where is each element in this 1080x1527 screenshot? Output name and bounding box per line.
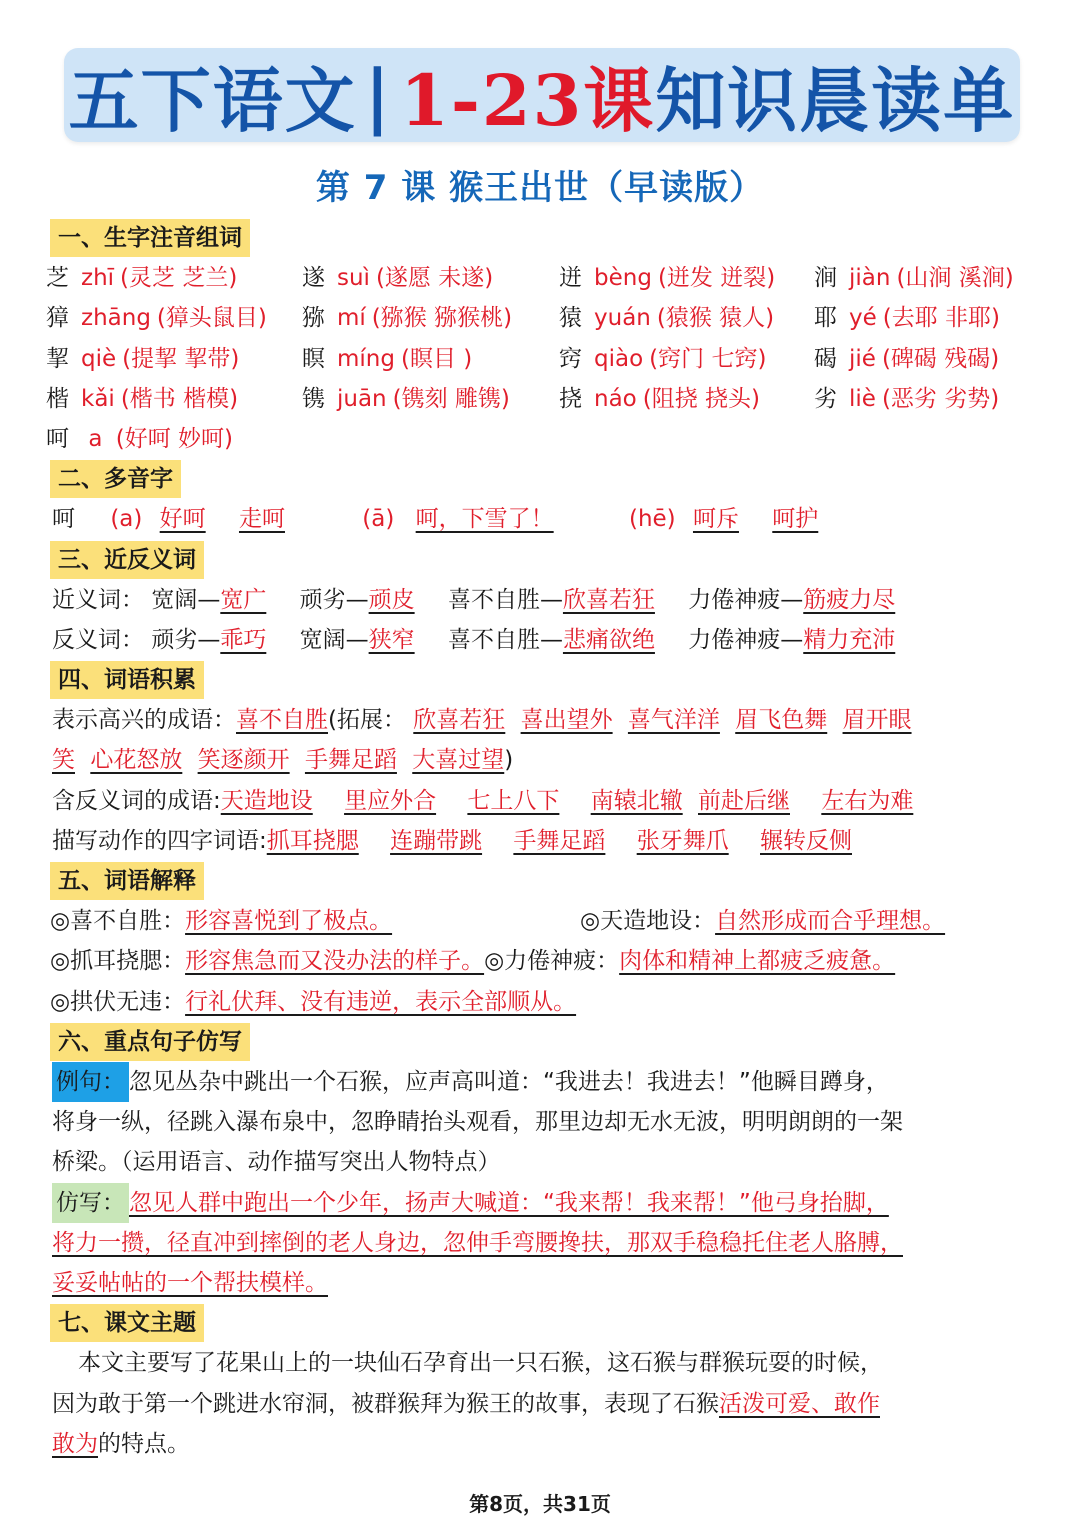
happy-idioms-label: 表示高兴的成语： [52,707,236,734]
word-group: (山涧 溪涧) [896,265,1014,292]
pinyin-row [46,379,1046,419]
pinyin-cell [559,298,814,338]
pinyin-cell [302,339,559,379]
word-pair-answer: 悲痛欲绝 [562,626,655,653]
idiom: 张牙舞爪 [636,827,729,854]
pinyin-cell [814,379,1044,419]
word-pair-left: 喜不自胜— [447,586,563,613]
pinyin-cell [46,379,302,419]
word-group: (楷书 楷模) [120,385,239,412]
pinyin-cell [302,258,559,298]
pinyin: suì [337,265,370,292]
word-group: (灵芝 芝兰) [120,265,238,292]
pinyin-cell [559,258,814,298]
term: ◎喜不自胜： [50,908,186,935]
synonym-label: 近义词： [52,586,144,613]
term: ◎力倦神疲： [484,948,620,975]
pinyin: bèng [594,265,652,292]
char: 碣 [814,345,837,372]
idiom: 手舞足蹈 [304,747,397,774]
example-word: 呵，下雪了！ [415,506,554,533]
word-group: (遂愿 未遂) [375,265,494,292]
word-pair-answer: 顽皮 [368,586,415,613]
happy-idioms-row-2 [46,740,1046,780]
definition: 形容喜悦到了极点。 [185,908,393,935]
pinyin: kǎi [81,385,115,412]
example-line: 桥梁。（运用语言、动作描写突出人物特点） [52,1149,501,1176]
reading-2: (ā) [362,506,395,533]
word-group: (獐头鼠目) [156,305,267,332]
char: 挠 [559,385,582,412]
pinyin-cell [302,379,559,419]
idiom: 天造地设 [220,787,313,814]
pinyin-cell [814,258,1044,298]
word-group: (猕猴 猕猴桃) [371,305,513,332]
term: ◎抓耳挠腮： [50,948,186,975]
word-pair-answer: 欣喜若狂 [562,586,655,613]
synonym-row [46,580,1046,620]
section-heading-4: 四、词语积累 [50,661,204,699]
word-group: (猿猴 猿人) [656,305,775,332]
banner-doc-type: 知识晨读单 [655,58,1016,142]
pinyin-row-last [46,419,1046,459]
char: 呵 [46,425,69,452]
char: 挈 [46,345,69,372]
char: 劣 [814,385,837,412]
banner-lesson-range: 1-23课 [400,58,656,142]
reading-1: (a) [110,506,143,533]
banner-subject: 五下语文 [68,58,357,142]
idiom: 抓耳挠腮 [266,827,359,854]
pinyin: juān [337,385,387,412]
imitation-line: 将力一攒，径直冲到摔倒的老人身边，忽伸手弯腰搀扶，那双手稳稳托住老人胳膊， [52,1229,903,1256]
word-group: (迸发 迸裂) [657,265,776,292]
word-pair-left: 力倦神疲— [688,626,804,653]
pinyin: míng [337,345,395,372]
extension-open: (拓展： [328,707,406,734]
pinyin: liè [849,385,876,412]
pinyin-cell [46,258,302,298]
char: 镌 [302,385,325,412]
pinyin: jié [849,345,876,372]
word-pair-left: 宽阔— [151,586,221,613]
word-pair-answer: 乖巧 [220,626,267,653]
idiom: 手舞足蹈 [513,827,606,854]
pinyin: yé [849,305,877,332]
pinyin: náo [594,385,637,412]
definition: 肉体和精神上都疲乏疲惫。 [619,948,896,975]
pinyin-cell [814,298,1044,338]
section-heading-1: 一、生字注音组词 [50,219,250,257]
idiom: 七上八下 [467,787,560,814]
word-pair-left: 喜不自胜— [447,626,563,653]
word-group: (碑碣 残碣) [881,345,1000,372]
reading-3: (hē) [628,506,676,533]
word-pair-left: 顽劣— [299,586,369,613]
pinyin-cell [302,298,559,338]
antonym-idioms-label: 含反义词的成语: [52,787,221,814]
example-line: 将身一纵，径跳入瀑布泉中，忽睁睛抬头观看，那里边却无水无波，明明朗朗的一架 [52,1109,903,1136]
char: 猕 [302,305,325,332]
pinyin: zhī [81,265,115,292]
pinyin: mí [337,305,366,332]
title-banner [64,48,1020,142]
idiom: 眉开眼 [842,707,912,734]
example-word: 呵斥 [692,506,739,533]
definition: 行礼伏拜、没有违逆，表示全部顺从。 [185,988,577,1015]
word-group: (去耶 非耶) [882,305,1001,332]
pinyin-cell [559,379,814,419]
char: 耶 [814,305,837,332]
word-pair-left: 宽阔— [299,626,369,653]
word-group: (好呵 妙呵) [115,425,233,452]
page-number: 第8页，共31页 [469,1492,611,1516]
word-pair-left: 顽劣— [151,626,221,653]
idiom: 喜气洋洋 [627,707,720,734]
word-group: (镌刻 雕镌) [392,385,510,412]
idiom: 喜不自胜 [236,707,328,734]
section-heading-6: 六、重点句子仿写 [50,1023,250,1061]
char: 楷 [46,385,69,412]
extension-close: ) [504,747,514,774]
pinyin-cell [559,339,814,379]
pinyin-cell [46,298,302,338]
definition-row [46,941,1046,981]
definition: 自然形成而合乎理想。 [715,908,946,935]
antonym-row [46,620,1046,660]
word-group: (窍门 七窍) [649,345,767,372]
antonym-idioms-row [46,781,1046,821]
imitation-sentence [46,1183,1046,1304]
idiom: 欣喜若狂 [413,707,506,734]
section-heading-5: 五、词语解释 [50,862,204,900]
idiom: 笑逐颜开 [197,747,290,774]
banner-divider: | [364,53,393,137]
antonym-label: 反义词： [52,626,144,653]
polyphone-row [46,499,1046,539]
pinyin-grid [46,258,1046,419]
idiom: 喜出望外 [520,707,613,734]
char: 涧 [814,265,837,292]
polyphone-char: 呵 [52,506,75,533]
idiom: 里应外合 [344,787,437,814]
char: 遂 [302,265,325,292]
word-group: (瞑目 ) [400,345,473,372]
theme-line: 的特点。 [98,1430,190,1457]
content [46,218,1046,1464]
idiom: 辗转反侧 [760,827,852,854]
pinyin-row [46,298,1046,338]
term: ◎拱伏无违： [50,988,186,1015]
example-word: 呵护 [772,506,819,533]
theme-line: 因为敢于第一个跳进水帘洞，被群猴拜为猴王的故事，表现了石猴 [52,1390,719,1417]
term: ◎天造地设： [580,908,716,935]
example-tag: 例句： [52,1062,129,1102]
word-pair-answer: 宽广 [220,586,267,613]
section-heading-7: 七、课文主题 [50,1304,204,1342]
action-idioms-row [46,821,1046,861]
word-group: (阻挠 挠头) [642,385,761,412]
imitation-tag: 仿写： [52,1183,129,1223]
definition-row [46,982,1046,1022]
section-heading-2: 二、多音字 [50,460,181,498]
char: 芝 [46,265,69,292]
idiom: 南辕北辙 [590,787,683,814]
char: 獐 [46,305,69,332]
theme-paragraph [46,1343,1046,1464]
pinyin: yuán [594,305,651,332]
happy-idioms-row [46,700,1046,740]
pinyin-cell [814,339,1044,379]
char: 窍 [559,345,582,372]
section-heading-3: 三、近反义词 [50,541,204,579]
theme-highlight: 活泼可爱、敢作 [719,1390,880,1417]
pinyin: zhāng [81,305,151,332]
idiom: 心花怒放 [90,747,183,774]
pinyin: qiè [81,345,117,372]
idiom: 笑 [52,747,75,774]
pinyin-row [46,258,1046,298]
idiom: 连蹦带跳 [390,827,483,854]
char: 瞑 [302,345,325,372]
example-sentence [46,1062,1046,1183]
imitation-line: 妥妥帖帖的一个帮扶模样。 [52,1269,328,1296]
example-word: 好呵 [159,506,206,533]
definition: 形容焦急而又没办法的样子。 [185,948,485,975]
idiom: 前赴后继 [698,787,790,814]
pinyin: qiào [594,345,644,372]
definition-row [46,901,1046,941]
pinyin-cell [46,339,302,379]
lesson-title: 第 7 课 猴王出世（早读版） [315,168,765,208]
word-pair-answer: 狭窄 [368,626,415,653]
idiom: 左右为难 [821,787,914,814]
theme-highlight: 敢为 [52,1430,98,1457]
idiom: 大喜过望 [412,747,505,774]
pinyin: a [88,425,103,452]
theme-line: 本文主要写了花果山上的一块仙石孕育出一只石猴，这石猴与群猴玩耍的时候， [78,1350,883,1377]
word-group: (提挈 挈带) [122,345,240,372]
example-line: 忽见丛杂中跳出一个石猴，应声高叫道：“我进去！我进去！”他瞬目蹲身， [129,1068,889,1095]
word-pair-answer: 精力充沛 [803,626,896,653]
pinyin-row [46,339,1046,379]
char: 迸 [559,265,582,292]
example-word: 走呵 [238,506,285,533]
imitation-line: 忽见人群中跑出一个少年，扬声大喊道：“我来帮！我来帮！”他弓身抬脚， [129,1189,889,1216]
char: 猿 [559,305,582,332]
idiom: 眉飞色舞 [735,707,828,734]
action-idioms-label: 描写动作的四字词语: [52,827,267,854]
word-pair-answer: 筋疲力尽 [803,586,896,613]
word-pair-left: 力倦神疲— [688,586,804,613]
word-group: (恶劣 劣势) [881,385,1000,412]
pinyin: jiàn [849,265,891,292]
